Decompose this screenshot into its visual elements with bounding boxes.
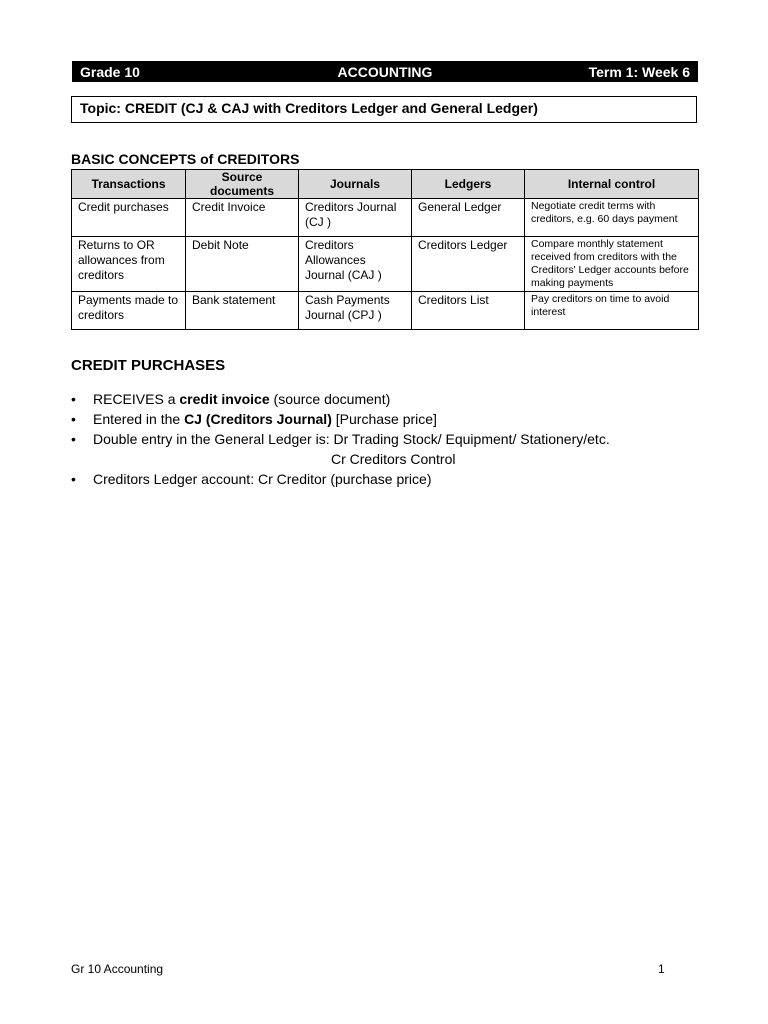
table-cell: Credit Invoice (186, 199, 299, 237)
table-cell: Negotiate credit terms with creditors, e.g. 60 days payment (525, 199, 699, 237)
table-cell: Returns to OR allowances from creditors (72, 237, 186, 292)
table-cell: Cash Payments Journal (CPJ ) (299, 292, 412, 330)
table-cell: Compare monthly statement received from creditors with the Creditors' Ledger accounts before making payments (525, 237, 699, 292)
list-item-text: RECEIVES a (93, 391, 180, 407)
list-item-text: Entered in the (93, 411, 185, 427)
bullet-icon: • (71, 471, 76, 487)
list-item (71, 389, 691, 409)
bullet-icon: • (71, 391, 76, 407)
table-cell: Creditors Allowances Journal (CAJ ) (299, 237, 412, 292)
table-cell: Payments made to creditors (72, 292, 186, 330)
table-cell: Creditors List (412, 292, 525, 330)
table-row (72, 292, 699, 330)
table-cell: Credit purchases (72, 199, 186, 237)
term-week-label: Term 1: Week 6 (588, 64, 690, 80)
credit-purchases-list (71, 389, 691, 489)
list-item-text: [Purchase price] (331, 411, 437, 427)
table-cell: Bank statement (186, 292, 299, 330)
list-item-emphasis: credit invoice (179, 391, 270, 407)
grade-label: Grade 10 (80, 64, 140, 80)
bullet-icon: • (71, 431, 76, 447)
list-item-continuation: Cr Creditors Control (331, 451, 456, 467)
creditors-concepts-table (71, 169, 699, 330)
subject-label: ACCOUNTING (337, 64, 433, 80)
list-item (71, 409, 691, 429)
list-item-text: Creditors Ledger account: Cr Creditor (purchase price) (93, 471, 432, 487)
table-row (72, 237, 699, 292)
page-number: 1 (658, 962, 665, 976)
footer-title: Gr 10 Accounting (71, 962, 164, 976)
basic-concepts-heading: BASIC CONCEPTS of CREDITORS (71, 151, 300, 167)
column-header-journals: Journals (299, 170, 412, 199)
list-item-text: (source document) (269, 391, 391, 407)
table-cell: Debit Note (186, 237, 299, 292)
column-header-transactions: Transactions (72, 170, 186, 199)
column-header-internal-control: Internal control (525, 170, 699, 199)
list-item-emphasis: CJ (Creditors Journal) (184, 411, 332, 427)
bullet-icon: • (71, 411, 76, 427)
table-cell: Pay creditors on time to avoid interest (525, 292, 699, 330)
credit-purchases-heading: CREDIT PURCHASES (71, 357, 226, 374)
table-cell: General Ledger (412, 199, 525, 237)
list-item-text: Double entry in the General Ledger is: Dr Trading Stock/ Equipment/ Stationery/etc. (93, 431, 610, 447)
table-row (72, 199, 699, 237)
table-header-row (72, 170, 699, 199)
column-header-source-documents: Source documents (186, 170, 299, 199)
table-cell: Creditors Ledger (412, 237, 525, 292)
list-item (71, 429, 691, 449)
column-header-ledgers: Ledgers (412, 170, 525, 199)
document-header-bar (72, 61, 698, 82)
list-item (71, 469, 691, 489)
table-cell: Creditors Journal (CJ ) (299, 199, 412, 237)
topic-box: Topic: CREDIT (CJ & CAJ with Creditors Ledger and General Ledger) (71, 96, 697, 123)
